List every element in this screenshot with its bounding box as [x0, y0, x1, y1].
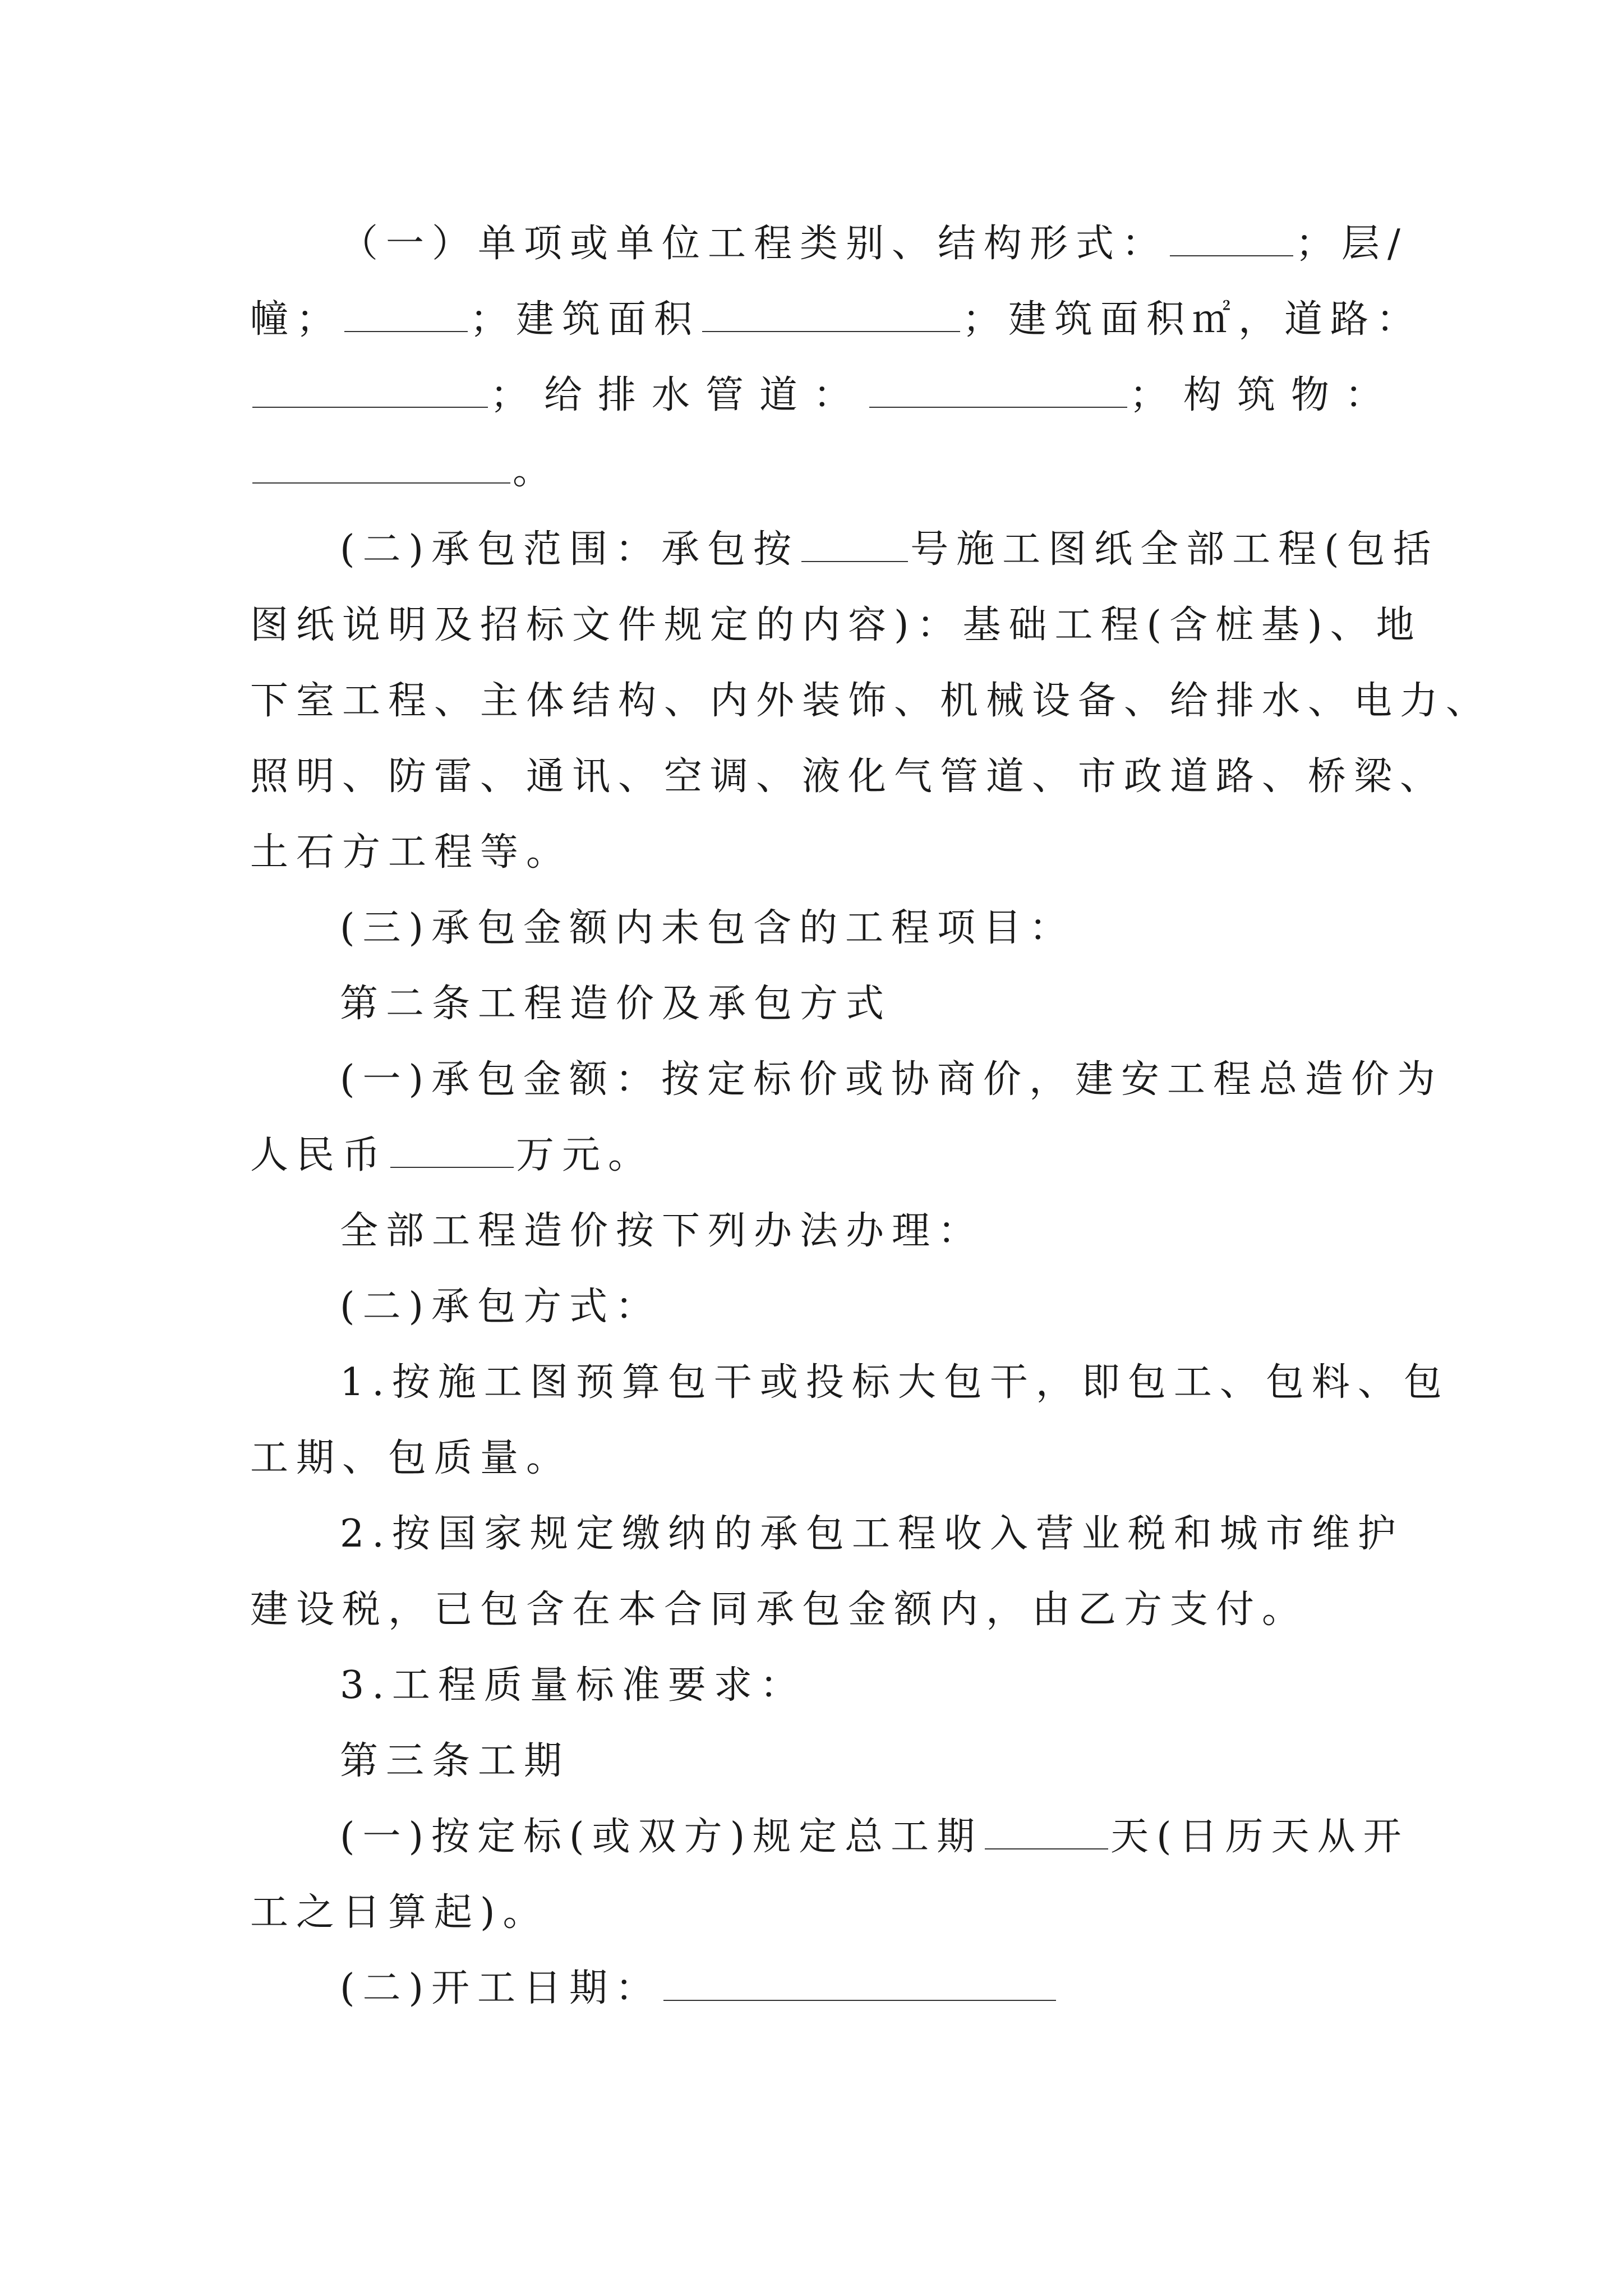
clause-2-line-1	[340, 522, 1439, 578]
article-2-line-8: 建设税，已包含在本合同承包金额内，由乙方支付。	[250, 1588, 1308, 1632]
article-2-line-1: (一)承包金额：按定标价或协商价，建安工程总造价为	[340, 1057, 1444, 1102]
article-2-line-3: 全部工程造价按下列办法办理：	[340, 1209, 984, 1253]
clause-1-text-e: ；建筑面积㎡，道路：	[962, 297, 1423, 342]
clause-1-text-a: （一）单项或单位工程类别、结构形式：	[340, 222, 1168, 266]
article-3-heading: 第三条工期	[340, 1739, 570, 1783]
article-2-line-7: 2.按国家规定缴纳的承包工程收入营业税和城市维护	[340, 1512, 1404, 1556]
clause-1-text-g: ；构筑物：	[1129, 373, 1399, 417]
clause-1-line-2	[250, 292, 1422, 348]
article-2-heading: 第二条工程造价及承包方式	[340, 982, 892, 1026]
article-2-line-4: (二)承包方式：	[340, 1285, 662, 1329]
clause-1-text-b: ；层/	[1295, 222, 1408, 266]
article-3-line-2: 工之日算起)。	[250, 1890, 549, 1935]
clause-3-line: (三)承包金额内未包含的工程项目：	[340, 906, 1076, 950]
article-2-text-a: 人民币	[250, 1133, 389, 1177]
clause-2-line-5: 土石方工程等。	[250, 830, 573, 875]
clause-1-line-1	[340, 216, 1408, 272]
blank-field-pipes[interactable]	[869, 375, 1127, 408]
blank-field-start-date[interactable]	[663, 1968, 1056, 2001]
article-3-text-c: (二)开工日期：	[340, 1966, 662, 2010]
blank-field-road[interactable]	[252, 375, 488, 408]
article-2-line-6: 工期、包质量。	[250, 1436, 573, 1480]
clause-1-line-3	[250, 367, 1399, 424]
blank-field-area[interactable]	[702, 300, 960, 332]
clause-2-line-3: 下室工程、主体结构、内外装饰、机械设备、给排水、电力、	[250, 679, 1492, 723]
clause-2-line-4: 照明、防雷、通讯、空调、液化气管道、市政道路、桥梁、	[250, 754, 1446, 799]
clause-2-text-a: (二)承包范围：承包按	[340, 527, 800, 572]
clause-1-text-h: 。	[513, 449, 551, 493]
article-2-line-5: 1.按施工图预算包干或投标大包干，即包工、包料、包	[340, 1360, 1450, 1405]
article-3-line-1	[340, 1809, 1409, 1865]
clause-1-text-d: ；建筑面积	[470, 297, 700, 342]
article-3-text-b: 天(日历天从开	[1110, 1815, 1409, 1859]
article-3-line-3	[340, 1961, 1058, 2017]
clause-1-text-f: ；给排水管道：	[490, 373, 868, 417]
blank-field-structure[interactable]	[1170, 224, 1293, 256]
article-2-text-b: 万元。	[516, 1133, 654, 1177]
clause-2-text-b: 号施工图纸全部工程(包括	[910, 527, 1439, 572]
article-3-text-a: (一)按定标(或双方)规定总工期	[340, 1815, 983, 1859]
clause-2-line-2: 图纸说明及招标文件规定的内容)：基础工程(含桩基)、地	[250, 603, 1422, 647]
blank-field-drawing-no[interactable]	[801, 530, 908, 562]
blank-field-duration[interactable]	[985, 1817, 1108, 1849]
article-2-line-9: 3.工程质量标准要求：	[340, 1663, 806, 1708]
blank-field-floors[interactable]	[344, 300, 468, 332]
blank-field-structures[interactable]	[252, 451, 510, 484]
clause-1-text-c: 幢；	[250, 297, 343, 342]
article-2-line-2	[250, 1128, 654, 1184]
blank-field-amount[interactable]	[390, 1135, 514, 1168]
clause-1-line-4	[250, 443, 551, 499]
